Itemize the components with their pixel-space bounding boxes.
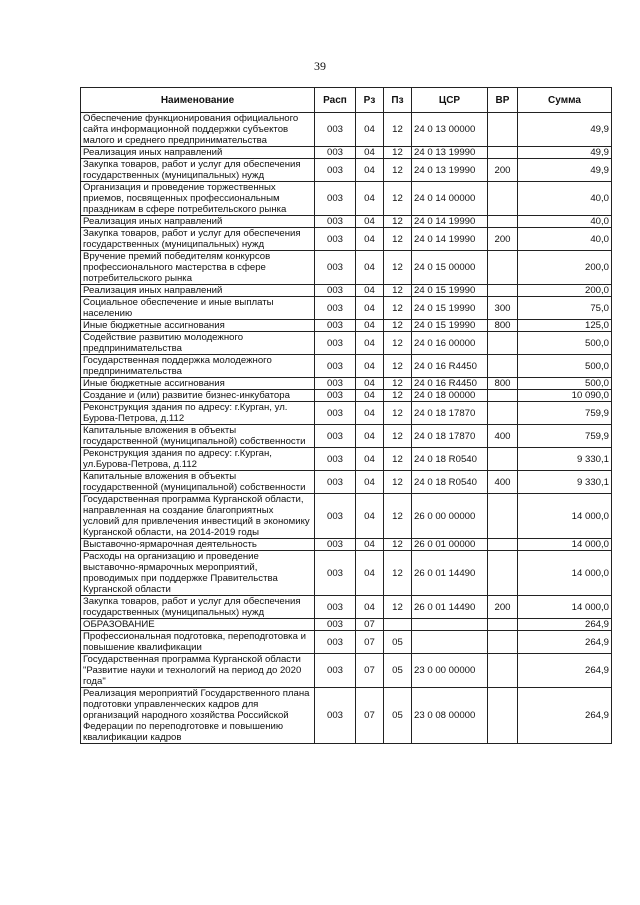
cell-csr: 24 0 15 19990: [412, 285, 488, 297]
table-row: [81, 448, 612, 471]
cell-rasp: 003: [315, 471, 356, 494]
cell-pz: 12: [384, 147, 412, 159]
cell-pz: 12: [384, 448, 412, 471]
cell-csr: 23 0 08 00000: [412, 688, 488, 744]
cell-rz: 04: [356, 113, 384, 147]
cell-csr: 24 0 16 R4450: [412, 355, 488, 378]
cell-vr: [488, 285, 518, 297]
cell-rz: 04: [356, 332, 384, 355]
budget-table: [80, 87, 612, 744]
cell-csr: 24 0 13 19990: [412, 159, 488, 182]
cell-pz: 12: [384, 297, 412, 320]
cell-pz: 05: [384, 654, 412, 688]
cell-pz: 05: [384, 688, 412, 744]
cell-rasp: 003: [315, 285, 356, 297]
cell-sum: 40,0: [518, 216, 612, 228]
cell-name: Профессиональная подготовка, переподготовка и повышение квалификации: [81, 631, 315, 654]
cell-name: Государственная программа Курганской области "Развитие науки и технологий на период до 2020 года": [81, 654, 315, 688]
cell-name: ОБРАЗОВАНИЕ: [81, 619, 315, 631]
cell-rasp: 003: [315, 216, 356, 228]
page-number: 39: [314, 59, 326, 73]
cell-pz: 12: [384, 494, 412, 539]
cell-vr: [488, 355, 518, 378]
cell-sum: 49,9: [518, 159, 612, 182]
cell-vr: 400: [488, 471, 518, 494]
cell-vr: 200: [488, 596, 518, 619]
table-row: [81, 355, 612, 378]
cell-csr: 24 0 13 00000: [412, 113, 488, 147]
cell-name: Реализация иных направлений: [81, 216, 315, 228]
cell-sum: 14 000,0: [518, 539, 612, 551]
cell-rz: 04: [356, 596, 384, 619]
cell-csr: 24 0 15 19990: [412, 297, 488, 320]
cell-rz: 04: [356, 494, 384, 539]
cell-csr: 24 0 16 R4450: [412, 378, 488, 390]
table-row: [81, 159, 612, 182]
cell-pz: 12: [384, 159, 412, 182]
cell-rasp: 003: [315, 113, 356, 147]
cell-csr: 24 0 18 17870: [412, 425, 488, 448]
cell-sum: 759,9: [518, 402, 612, 425]
cell-vr: [488, 494, 518, 539]
cell-rasp: 003: [315, 378, 356, 390]
cell-csr: [412, 631, 488, 654]
cell-rz: 04: [356, 182, 384, 216]
cell-pz: 12: [384, 355, 412, 378]
cell-vr: [488, 654, 518, 688]
cell-sum: 14 000,0: [518, 551, 612, 596]
cell-vr: [488, 332, 518, 355]
cell-name: Иные бюджетные ассигнования: [81, 320, 315, 332]
cell-name: Выставочно-ярмарочная деятельность: [81, 539, 315, 551]
cell-vr: 400: [488, 425, 518, 448]
cell-csr: [412, 619, 488, 631]
cell-rasp: 003: [315, 631, 356, 654]
cell-rz: 04: [356, 159, 384, 182]
cell-rasp: 003: [315, 619, 356, 631]
cell-csr: 24 0 15 19990: [412, 320, 488, 332]
cell-rasp: 003: [315, 402, 356, 425]
cell-pz: 12: [384, 596, 412, 619]
cell-rasp: 003: [315, 390, 356, 402]
table-row: [81, 425, 612, 448]
header-vr: ВР: [488, 88, 518, 113]
cell-csr: 24 0 18 00000: [412, 390, 488, 402]
cell-vr: [488, 147, 518, 159]
cell-csr: 24 0 18 R0540: [412, 448, 488, 471]
cell-csr: 26 0 01 14490: [412, 551, 488, 596]
cell-sum: 264,9: [518, 619, 612, 631]
cell-vr: [488, 402, 518, 425]
cell-vr: [488, 216, 518, 228]
cell-pz: [384, 619, 412, 631]
cell-rz: 04: [356, 551, 384, 596]
cell-rasp: 003: [315, 228, 356, 251]
cell-csr: 26 0 01 00000: [412, 539, 488, 551]
cell-name: Реконструкция здания по адресу: г.Курган, ул. Бурова-Петрова, д.112: [81, 402, 315, 425]
cell-name: Государственная программа Курганской области, направленная на создание благоприятных условий для привлечения инвестиций в экономику Курганской области, на 2014-2019 годы: [81, 494, 315, 539]
table-row: [81, 216, 612, 228]
table-row: [81, 654, 612, 688]
table-row: [81, 332, 612, 355]
header-csr: ЦСР: [412, 88, 488, 113]
cell-rasp: 003: [315, 448, 356, 471]
cell-name: Содействие развитию молодежного предпринимательства: [81, 332, 315, 355]
cell-sum: 9 330,1: [518, 471, 612, 494]
cell-sum: 500,0: [518, 378, 612, 390]
cell-vr: [488, 113, 518, 147]
cell-rasp: 003: [315, 494, 356, 539]
table-row: [81, 402, 612, 425]
cell-rz: 04: [356, 390, 384, 402]
cell-rz: 07: [356, 654, 384, 688]
cell-pz: 12: [384, 251, 412, 285]
header-pz: Пз: [384, 88, 412, 113]
cell-name: Закупка товаров, работ и услуг для обеспечения государственных (муниципальных) нужд: [81, 228, 315, 251]
cell-rz: 04: [356, 251, 384, 285]
cell-name: Организация и проведение торжественных приемов, посвященных профессиональным праздникам в сфере потребительского рынка: [81, 182, 315, 216]
cell-rz: 04: [356, 285, 384, 297]
cell-vr: [488, 619, 518, 631]
cell-name: Вручение премий победителям конкурсов профессионального мастерства в сфере потребительского рынка: [81, 251, 315, 285]
cell-sum: 49,9: [518, 113, 612, 147]
cell-rz: 04: [356, 448, 384, 471]
cell-rasp: 003: [315, 182, 356, 216]
cell-rz: 04: [356, 539, 384, 551]
cell-sum: 75,0: [518, 297, 612, 320]
cell-pz: 12: [384, 539, 412, 551]
cell-pz: 12: [384, 425, 412, 448]
cell-sum: 264,9: [518, 654, 612, 688]
cell-csr: 24 0 16 00000: [412, 332, 488, 355]
cell-rz: 04: [356, 216, 384, 228]
cell-sum: 759,9: [518, 425, 612, 448]
cell-rz: 04: [356, 297, 384, 320]
cell-name: Иные бюджетные ассигнования: [81, 378, 315, 390]
cell-sum: 500,0: [518, 332, 612, 355]
cell-sum: 500,0: [518, 355, 612, 378]
header-name: Наименование: [81, 88, 315, 113]
cell-name: Реализация иных направлений: [81, 147, 315, 159]
cell-vr: [488, 539, 518, 551]
cell-sum: 264,9: [518, 631, 612, 654]
cell-rz: 04: [356, 355, 384, 378]
cell-vr: [488, 551, 518, 596]
cell-csr: 24 0 14 00000: [412, 182, 488, 216]
cell-vr: 200: [488, 228, 518, 251]
table-row: [81, 539, 612, 551]
cell-pz: 12: [384, 113, 412, 147]
cell-vr: [488, 390, 518, 402]
table-header-row: [81, 88, 612, 113]
cell-sum: 9 330,1: [518, 448, 612, 471]
cell-sum: 49,9: [518, 147, 612, 159]
table-row: [81, 320, 612, 332]
table-row: [81, 631, 612, 654]
cell-csr: 26 0 00 00000: [412, 494, 488, 539]
cell-name: Реконструкция здания по адресу: г.Курган, ул.Бурова-Петрова, д.112: [81, 448, 315, 471]
cell-name: Капитальные вложения в объекты государственной (муниципальной) собственности: [81, 471, 315, 494]
cell-rz: 04: [356, 402, 384, 425]
cell-pz: 12: [384, 390, 412, 402]
cell-name: Расходы на организацию и проведение выставочно-ярмарочных мероприятий, проводимых при поддержке Правительства Курганской области: [81, 551, 315, 596]
table-row: [81, 688, 612, 744]
cell-rasp: 003: [315, 425, 356, 448]
cell-rasp: 003: [315, 355, 356, 378]
cell-pz: 12: [384, 182, 412, 216]
cell-sum: 10 090,0: [518, 390, 612, 402]
cell-rasp: 003: [315, 688, 356, 744]
cell-rz: 04: [356, 471, 384, 494]
cell-rasp: 003: [315, 654, 356, 688]
cell-name: Социальное обеспечение и иные выплаты населению: [81, 297, 315, 320]
cell-csr: 26 0 01 14490: [412, 596, 488, 619]
cell-rz: 07: [356, 631, 384, 654]
cell-rasp: 003: [315, 297, 356, 320]
cell-csr: 24 0 14 19990: [412, 228, 488, 251]
cell-sum: 40,0: [518, 182, 612, 216]
table-row: [81, 619, 612, 631]
cell-rasp: 003: [315, 596, 356, 619]
cell-csr: 24 0 13 19990: [412, 147, 488, 159]
cell-rasp: 003: [315, 551, 356, 596]
cell-vr: 300: [488, 297, 518, 320]
table-row: [81, 494, 612, 539]
cell-vr: 200: [488, 159, 518, 182]
cell-pz: 12: [384, 332, 412, 355]
cell-vr: [488, 251, 518, 285]
cell-rz: 07: [356, 619, 384, 631]
cell-pz: 12: [384, 551, 412, 596]
cell-vr: [488, 182, 518, 216]
table-row: [81, 471, 612, 494]
cell-csr: 24 0 18 17870: [412, 402, 488, 425]
cell-pz: 12: [384, 320, 412, 332]
table-row: [81, 378, 612, 390]
cell-sum: 264,9: [518, 688, 612, 744]
table-row: [81, 551, 612, 596]
cell-sum: 200,0: [518, 285, 612, 297]
table-row: [81, 285, 612, 297]
cell-rasp: 003: [315, 147, 356, 159]
table-row: [81, 297, 612, 320]
cell-sum: 14 000,0: [518, 596, 612, 619]
header-rz: Рз: [356, 88, 384, 113]
table-row: [81, 228, 612, 251]
header-sum: Сумма: [518, 88, 612, 113]
cell-name: Реализация иных направлений: [81, 285, 315, 297]
cell-vr: [488, 448, 518, 471]
cell-rz: 04: [356, 378, 384, 390]
table-row: [81, 251, 612, 285]
cell-name: Обеспечение функционирования официального сайта информационной поддержки субъектов малого и среднего предпринимательства: [81, 113, 315, 147]
cell-rasp: 003: [315, 320, 356, 332]
header-rasp: Расп: [315, 88, 356, 113]
cell-rasp: 003: [315, 332, 356, 355]
cell-sum: 40,0: [518, 228, 612, 251]
cell-rasp: 003: [315, 159, 356, 182]
cell-sum: 200,0: [518, 251, 612, 285]
cell-pz: 12: [384, 285, 412, 297]
cell-sum: 14 000,0: [518, 494, 612, 539]
table-row: [81, 390, 612, 402]
cell-csr: 24 0 15 00000: [412, 251, 488, 285]
table-row: [81, 182, 612, 216]
cell-name: Государственная поддержка молодежного предпринимательства: [81, 355, 315, 378]
cell-rz: 07: [356, 688, 384, 744]
table-row: [81, 147, 612, 159]
cell-name: Закупка товаров, работ и услуг для обеспечения государственных (муниципальных) нужд: [81, 159, 315, 182]
cell-csr: 23 0 00 00000: [412, 654, 488, 688]
cell-pz: 12: [384, 471, 412, 494]
cell-pz: 12: [384, 228, 412, 251]
cell-pz: 12: [384, 378, 412, 390]
cell-name: Капитальные вложения в объекты государственной (муниципальной) собственности: [81, 425, 315, 448]
cell-pz: 12: [384, 216, 412, 228]
cell-vr: [488, 688, 518, 744]
table-row: [81, 113, 612, 147]
cell-pz: 12: [384, 402, 412, 425]
cell-pz: 05: [384, 631, 412, 654]
cell-csr: 24 0 14 19990: [412, 216, 488, 228]
cell-vr: 800: [488, 320, 518, 332]
cell-name: Закупка товаров, работ и услуг для обеспечения государственных (муниципальных) нужд: [81, 596, 315, 619]
cell-rz: 04: [356, 425, 384, 448]
cell-rz: 04: [356, 147, 384, 159]
cell-rasp: 003: [315, 251, 356, 285]
cell-rz: 04: [356, 320, 384, 332]
cell-sum: 125,0: [518, 320, 612, 332]
cell-vr: 800: [488, 378, 518, 390]
cell-name: Создание и (или) развитие бизнес-инкубатора: [81, 390, 315, 402]
table-body: [81, 113, 612, 744]
table-row: [81, 596, 612, 619]
cell-vr: [488, 631, 518, 654]
cell-rz: 04: [356, 228, 384, 251]
cell-name: Реализация мероприятий Государственного плана подготовки управленческих кадров для организаций народного хозяйства Российской Федерации по переподготовке и повышению квалификации кадров: [81, 688, 315, 744]
cell-rasp: 003: [315, 539, 356, 551]
cell-csr: 24 0 18 R0540: [412, 471, 488, 494]
